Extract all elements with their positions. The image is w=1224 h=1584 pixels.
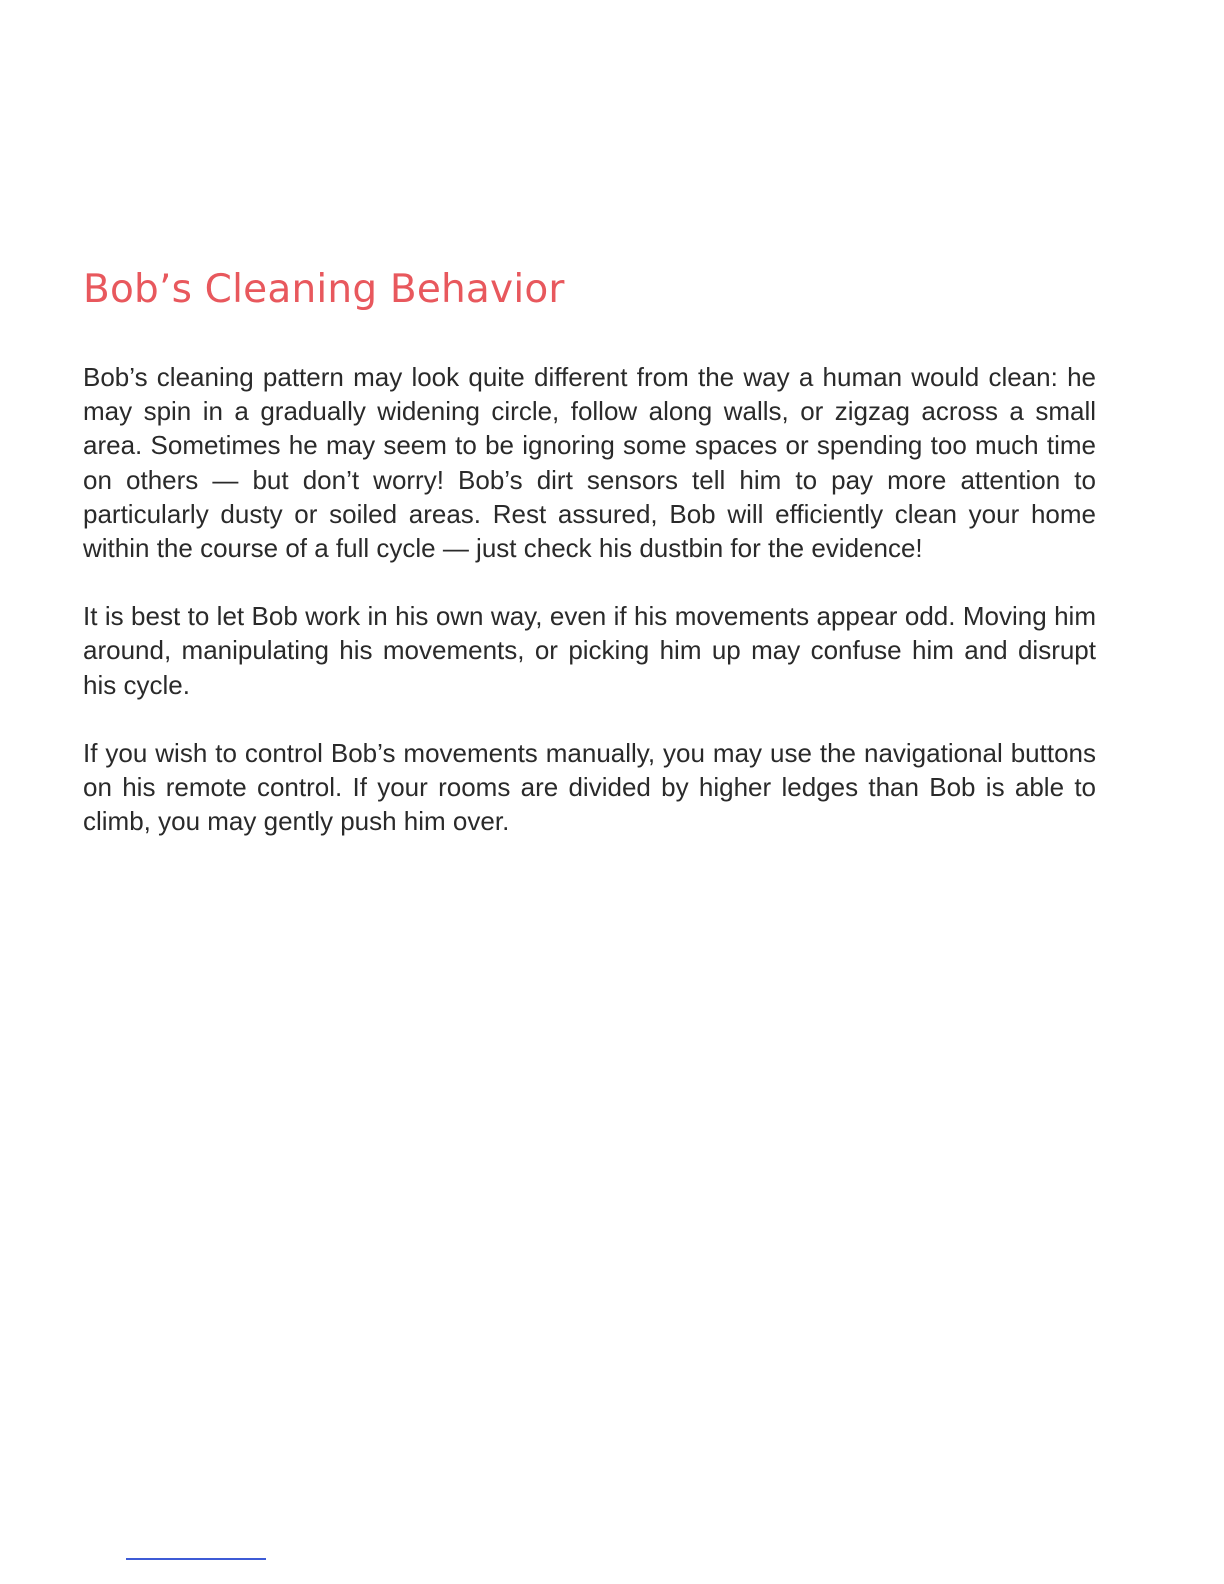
body-text: [83, 360, 1096, 872]
paragraph-cleaning-pattern: Bob’s cleaning pattern may look quite different from the way a human would clean: he may spin in a gradually widening circle, follow along walls, or zigzag across a small area. Sometimes he may seem to be ignoring some spaces or spending too much time on others — but don’t worry! Bob’s dirt sensors tell him to pay more attention to particularly dusty or soiled areas. Rest assured, Bob will efficiently clean your home within the course of a full cycle — just check his dustbin for the evidence!: [83, 362, 1096, 564]
paragraph-manual-control: If you wish to control Bob’s movements manually, you may use the navigational buttons on his remote control. If your rooms are divided by higher ledges than Bob is able to climb, you may gently push him over.: [83, 737, 1096, 837]
footer-divider: [126, 1558, 266, 1560]
page-title: Bob’s Cleaning Behavior: [83, 267, 565, 312]
paragraph-let-bob-work: It is best to let Bob work in his own way, even if his movements appear odd. Moving him around, manipulating his movements, or picking him up may confuse him and disrupt his cycle.: [83, 601, 1096, 700]
